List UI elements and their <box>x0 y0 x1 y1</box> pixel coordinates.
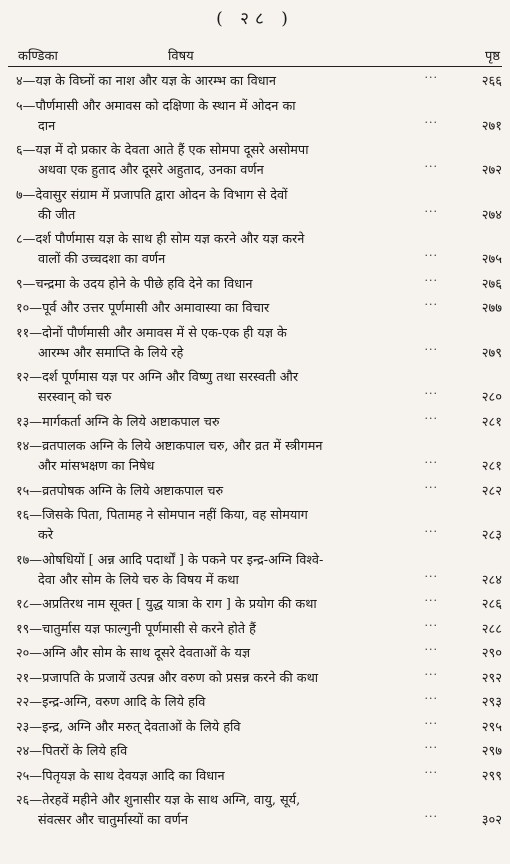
entry-title-continued: करे <box>38 528 54 543</box>
entry-title: २५—पितृयज्ञ के साथ देवयज्ञ आदि का विधान <box>16 768 225 784</box>
entry-title: २१—प्रजापति के प्रजायें उत्पन्न और वरुण को प्रसन्न करने की कथा <box>16 670 319 686</box>
leader-dots: ··· <box>424 387 438 400</box>
header-rule <box>8 66 502 67</box>
entry-title: २६—तेरहवें महीने और शुनासीर यज्ञ के साथ अग्नि, वायु, सूर्य, <box>16 793 301 808</box>
contents-entry <box>0 644 510 664</box>
contents-entry <box>0 767 510 787</box>
leader-dots: ··· <box>424 273 438 287</box>
entry-page-number: २९९ <box>481 768 502 784</box>
contents-entry <box>0 791 510 831</box>
contents-entry <box>0 693 510 713</box>
entry-page-number: २८० <box>481 390 502 405</box>
leader-dots: ··· <box>424 618 438 632</box>
entry-title-continued: और मांसभक्षण का निषेध <box>38 459 155 474</box>
contents-entry <box>0 324 510 364</box>
entry-page-number: २७६ <box>481 276 502 292</box>
entry-title-continued: वालों की उच्चदशा का वर्णन <box>38 252 166 267</box>
contents-entry <box>0 718 510 738</box>
contents-entry <box>0 437 510 477</box>
entry-title: १६—जिसके पिता, पितामह ने सोमपान नहीं किया, वह सोमयाग <box>16 508 308 523</box>
leader-dots: ··· <box>424 249 438 262</box>
entry-page-number: २८१ <box>481 459 502 474</box>
contents-list <box>0 72 510 836</box>
entry-page-number: २६६ <box>481 74 502 89</box>
leader-dots: ··· <box>424 765 438 779</box>
entry-title: १५—व्रतपोषक अग्नि के लिये अष्टाकपाल चरु <box>16 483 224 499</box>
leader-dots: ··· <box>424 204 438 218</box>
entry-title: १४—व्रतपालक अग्नि के लिये अष्टाकपाल चरु, और व्रत में स्त्रीगमन <box>16 439 323 454</box>
entry-page-number: २७५ <box>481 252 502 267</box>
entry-title: ५—पौर्णमासी और अमावस को दक्षिणा के स्थान में ओदन का <box>16 98 296 114</box>
entry-page-number: २९० <box>481 646 502 661</box>
contents-entry <box>0 595 510 615</box>
table-header <box>0 46 510 66</box>
contents-entry <box>0 72 510 92</box>
contents-entry <box>0 97 510 137</box>
entry-page-number: २९५ <box>481 719 502 735</box>
contents-entry <box>0 413 510 433</box>
entry-page-number: २८१ <box>481 414 502 430</box>
contents-entry <box>0 669 510 689</box>
entry-title-continued: संवत्सर और चातुर्मास्यों का वर्णन <box>38 813 188 828</box>
entry-title: ७—देवासुर संग्राम में प्रजापति द्वारा ओदन के विभाग से देवों <box>16 187 288 203</box>
entry-title: १९—चातुर्मास यज्ञ फाल्गुनी पूर्णमासी से करने होते हैं <box>16 621 256 637</box>
contents-entry <box>0 620 510 640</box>
entry-page-number: २७१ <box>481 118 502 134</box>
entry-title: ८—दर्श पौर्णमास यज्ञ के साथ ही सोम यज्ञ करने और यज्ञ करने <box>16 232 305 247</box>
page-number: ( २८ ) <box>216 9 294 29</box>
entry-title: ११—दोनों पौर्णमासी और अमावस में से एक-एक ही यज्ञ के <box>16 325 287 341</box>
entry-page-number: २७७ <box>481 301 502 316</box>
leader-dots: ··· <box>424 667 438 681</box>
contents-entry <box>0 186 510 226</box>
entry-page-number: २९२ <box>481 670 502 686</box>
leader-dots: ··· <box>424 810 438 823</box>
leader-dots: ··· <box>424 456 438 469</box>
contents-entry <box>0 742 510 762</box>
contents-entry <box>0 482 510 502</box>
entry-title-continued: की जीत <box>38 207 76 223</box>
entry-title: ६—यज्ञ में दो प्रकार के देवता आते हैं एक सोमपा दूसरे असोमपा <box>16 143 309 158</box>
entry-title: १३—मार्गकर्ता अग्नि के लिये अष्टाकपाल चरु <box>16 414 220 430</box>
leader-dots: ··· <box>424 342 438 356</box>
leader-dots: ··· <box>424 525 438 538</box>
leader-dots: ··· <box>424 569 438 583</box>
header-page: पृष्ठ <box>484 49 500 64</box>
entry-title: १७—ओषधियों [ अन्न आदि पदार्थों ] के पकने पर इन्द्र-अग्नि विश्वे- <box>16 552 324 568</box>
entry-title: २४—पितरों के लिये हवि <box>16 744 128 759</box>
entry-page-number: २९३ <box>481 695 502 710</box>
entry-title-continued: आरम्भ और समाप्ति के लिये रहे <box>38 345 184 361</box>
entry-title: ४—यज्ञ के विघ्नों का नाश और यज्ञ के आरम्भ का विधान <box>16 74 276 89</box>
header-section: कण्डिका <box>18 49 58 64</box>
leader-dots: ··· <box>424 71 438 84</box>
entry-title-continued: अथवा एक हुताद और दूसरे अहुताद, उनका वर्णन <box>38 163 264 178</box>
leader-dots: ··· <box>424 716 438 730</box>
leader-dots: ··· <box>424 741 438 754</box>
entry-page-number: २८२ <box>481 483 502 499</box>
entry-page-number: २८४ <box>481 572 502 588</box>
contents-entry <box>0 230 510 270</box>
leader-dots: ··· <box>424 643 438 656</box>
entry-page-number: २९७ <box>481 744 502 759</box>
entry-page-number: ३०२ <box>481 813 502 828</box>
entry-title: २०—अग्नि और सोम के साथ दूसरे देवताओं के यज्ञ <box>16 646 251 661</box>
entry-title: २२—इन्द्र-अग्नि, वरुण आदि के लिये हवि <box>16 695 206 710</box>
entry-page-number: २८८ <box>481 621 502 637</box>
contents-entry <box>0 368 510 408</box>
entry-title-continued: दान <box>38 118 56 134</box>
entry-title-continued: सरस्वान् को चरु <box>38 390 112 405</box>
contents-entry <box>0 506 510 546</box>
entry-title: १८—अप्रतिरथ नाम सूक्त [ युद्ध यात्रा के राग ] के प्रयोग की कथा <box>16 597 317 612</box>
entry-title: ९—चन्द्रमा के उदय होने के पीछे हवि देने का विधान <box>16 276 253 292</box>
contents-entry <box>0 551 510 591</box>
leader-dots: ··· <box>424 160 438 173</box>
entry-page-number: २७४ <box>481 207 502 223</box>
entry-title-continued: देवा और सोम के लिये चरु के विषय में कथा <box>38 572 239 588</box>
leader-dots: ··· <box>424 480 438 494</box>
leader-dots: ··· <box>424 115 438 129</box>
entry-page-number: २७९ <box>481 345 502 361</box>
leader-dots: ··· <box>424 298 438 311</box>
entry-page-number: २७२ <box>481 163 502 178</box>
leader-dots: ··· <box>424 692 438 705</box>
entry-title: १२—दर्श पूर्णमास यज्ञ पर अग्नि और विष्णु तथा सरस्वती और <box>16 370 299 385</box>
entry-page-number: २८३ <box>481 528 502 543</box>
entry-page-number: २८६ <box>481 597 502 612</box>
entry-title: २३—इन्द्र, अग्नि और मरुत् देवताओं के लिये हवि <box>16 719 241 735</box>
header-subject: विषय <box>168 49 194 64</box>
contents-entry <box>0 141 510 181</box>
contents-entry <box>0 299 510 319</box>
leader-dots: ··· <box>424 411 438 425</box>
leader-dots: ··· <box>424 594 438 607</box>
entry-title: १०—पूर्व और उत्तर पूर्णमासी और अमावास्या का विचार <box>16 301 270 316</box>
contents-entry <box>0 275 510 295</box>
